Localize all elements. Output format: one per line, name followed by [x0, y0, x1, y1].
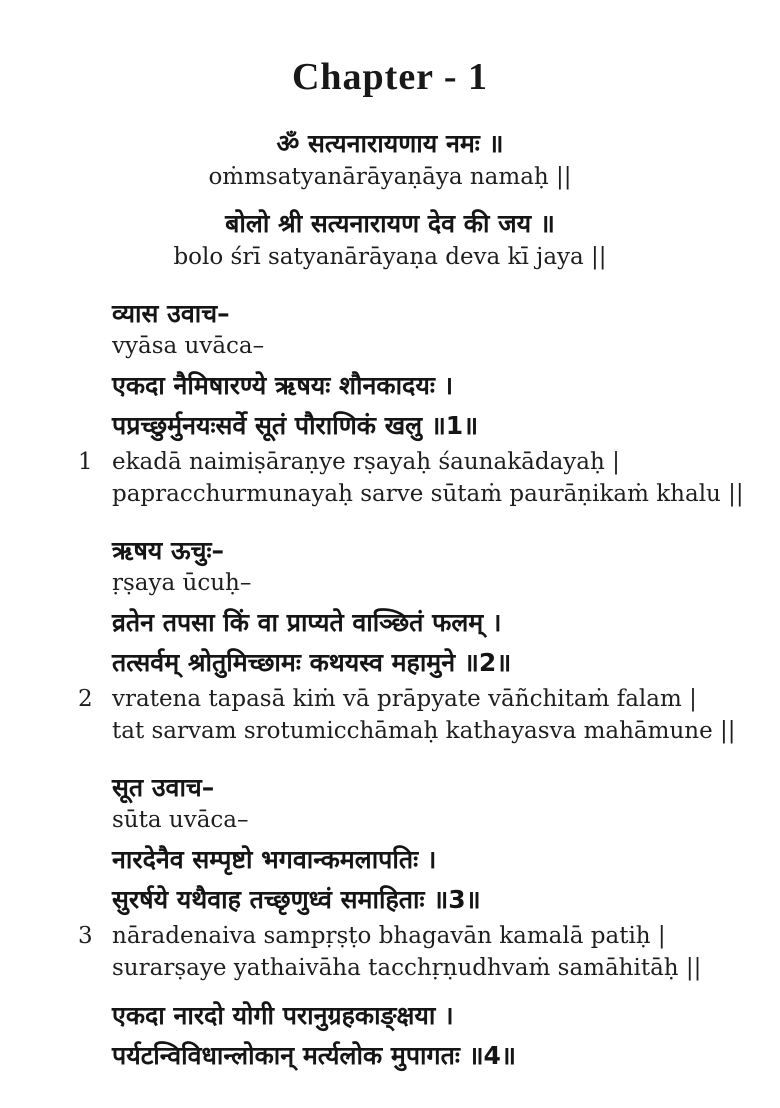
invocation-bolo-devanagari: बोलो श्री सत्यनारायण देव की जय ॥ — [225, 209, 555, 238]
verse-devanagari-line: पप्रच्छुर्मुनयःसर्वे सूतं पौराणिकं खलु ॥1॥ — [112, 411, 479, 440]
verse-roman-line — [78, 920, 740, 952]
speaker-devanagari: सूत उवाच– — [112, 773, 215, 802]
speaker-devanagari: व्यास उवाच– — [112, 299, 230, 328]
section-vyasa-uvaca — [78, 297, 744, 510]
verse-devanagari-line: तत्सर्वम् श्रोतुमिच्छामः कथयस्व महामुने ॥2॥ — [112, 648, 512, 677]
chapter-title: Chapter - 1 — [291, 56, 489, 98]
speaker-devanagari: ऋषय ऊचुः– — [112, 536, 225, 565]
verse-roman-line: surarṣaye yathaivāha tacchṛṇudhvaṁ samāhitāḥ || — [112, 955, 702, 981]
verse-1 — [78, 366, 744, 510]
verse-roman-text: ekadā naimiṣāraṇye rṣayaḥ śaunakādayaḥ | — [112, 449, 620, 475]
speaker-roman: vyāsa uvāca– — [112, 333, 265, 359]
verse-roman-text: nāradenaiva sampṛṣṭo bhagavān kamalā patiḥ | — [112, 923, 666, 949]
verse-2 — [78, 603, 740, 747]
verse-devanagari-line: एकदा नारदो योगी परानुग्रहकाङ्क्षया । — [112, 1001, 454, 1030]
verse-4 — [112, 996, 740, 1076]
invocation-om — [0, 127, 780, 193]
verse-devanagari-line: नारदेनैव सम्पृष्टो भगवान्कमलापतिः । — [112, 845, 437, 874]
verse-devanagari-line: पर्यटन्विविधान्लोकान् मर्त्यलोक मुपागतः ॥4॥ — [112, 1041, 516, 1070]
verse-roman-line: tat sarvam srotumicchāmaḥ kathayasva mahāmune || — [112, 718, 736, 744]
verse-devanagari-line: एकदा नैमिषारण्ये ऋषयः शौनकादयः । — [112, 371, 454, 400]
speaker-roman: sūta uvāca– — [112, 807, 249, 833]
verse-number: 3 — [78, 923, 93, 949]
verse-roman-line — [78, 683, 740, 715]
verse-number: 2 — [78, 686, 93, 712]
section-rsaya-ucuh — [78, 534, 740, 747]
invocation-om-roman: oṁmsatyanārāyaṇāya namaḥ || — [208, 164, 572, 190]
invocation-bolo — [0, 207, 780, 273]
speaker-roman: ṛṣaya ūcuḥ– — [112, 570, 252, 596]
verse-roman-text: vratena tapasā kiṁ vā prāpyate vāñchitaṁ falam | — [112, 686, 697, 712]
section-suta-uvaca — [78, 771, 740, 1076]
verse-devanagari-line: सुरर्षये यथैवाह तच्छृणुध्वं समाहिताः ॥3॥ — [112, 885, 481, 914]
verse-devanagari-line: व्रतेन तपसा किं वा प्राप्यते वाञ्छितं फलम् । — [112, 608, 502, 637]
verse-3 — [78, 840, 740, 984]
invocation-om-devanagari: ॐ सत्यनारायणाय नमः ॥ — [276, 129, 504, 158]
verse-number: 1 — [78, 449, 93, 475]
verse-roman-line: papracchurmunayaḥ sarve sūtaṁ paurāṇikaṁ khalu || — [112, 481, 744, 507]
verse-roman-line — [78, 446, 740, 478]
invocation-bolo-roman: bolo śrī satyanārāyaṇa deva kī jaya || — [173, 244, 607, 270]
verse-body — [78, 297, 744, 1076]
